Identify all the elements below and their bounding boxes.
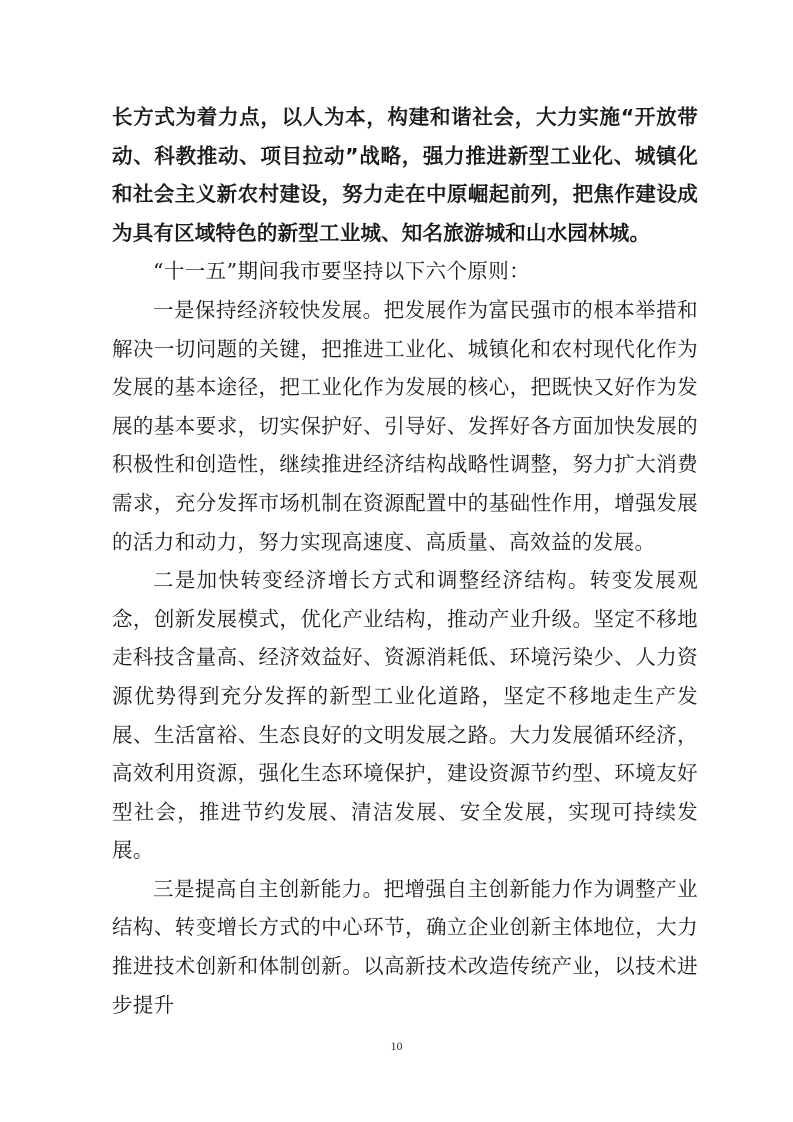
paragraph-six-principles-intro: “十一五”期间我市要坚持以下六个原则： (153, 259, 531, 284)
document-body (112, 98, 698, 1024)
paragraph-principle-one: 一是保持经济较快发展。把发展作为富民强市的根本举措和解决一切问题的关键，把推进工业化、城镇化和农村现代化作为发展的基本途径，把工业化作为发展的核心，把既快又好作为发展的基本要求，切实保护好、引导好、发挥好各方面加快发展的积极性和创造性，继续推进经济结构战略性调整，努力扩大消费需求，充分发挥市场机制在资源配置中的基础性作用，增强发展的活力和动力，努力实现高速度、高质量、高效益的发展。 (112, 297, 698, 554)
page-number: 10 (390, 1039, 403, 1053)
paragraph-principle-two: 二是加快转变经济增长方式和调整经济结构。转变发展观念，创新发展模式，优化产业结构，推动产业升级。坚定不移地走科技含量高、经济效益好、资源消耗低、环境污染少、人力资源优势得到充分发挥的新型工业化道路，坚定不移地走生产发展、生活富裕、生态良好的文明发展之路。大力发展循环经济，高效利用资源，强化生态环境保护，建设资源节约型、环境友好型社会，推进节约发展、清洁发展、安全发展，实现可持续发展。 (112, 568, 698, 863)
paragraph-development-strategy: 长方式为着力点，以人为本，构建和谐社会，大力实施“开放带动、科教推动、项目拉动”战略，强力推进新型工业化、城镇化和社会主义新农村建设，努力走在中原崛起前列，把焦作建设成为具有区域特色的新型工业城、知名旅游城和山水园林城。 (112, 105, 698, 245)
paragraph-principle-three: 三是提高自主创新能力。把增强自主创新能力作为调整产业结构、转变增长方式的中心环节，确立企业创新主体地位，大力推进技术创新和体制创新。以高新技术改造传统产业，以技术进步提升 (112, 876, 698, 1017)
